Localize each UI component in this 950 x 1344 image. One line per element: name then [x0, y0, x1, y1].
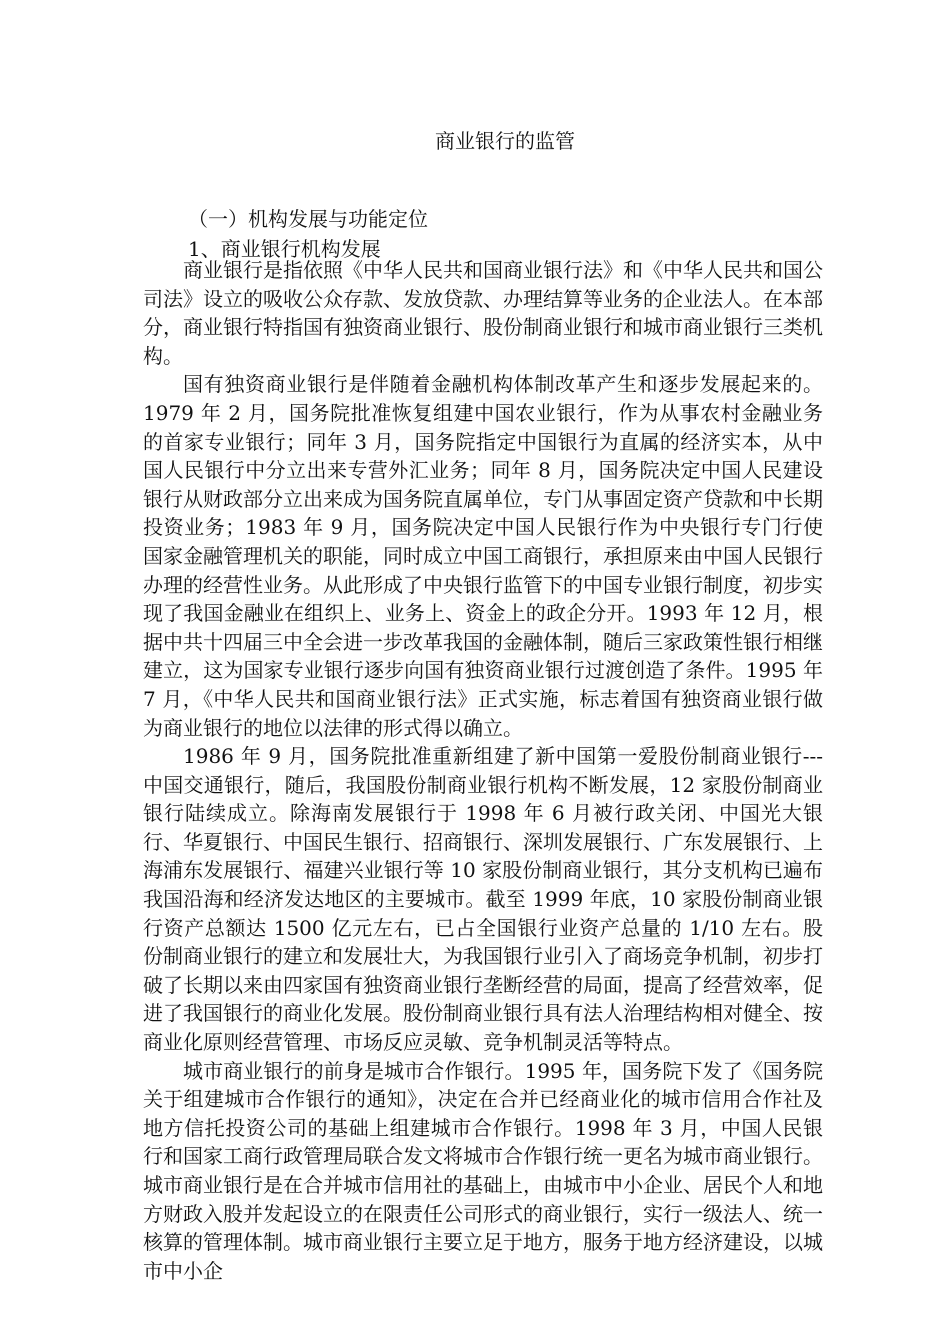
- paragraph: 商业银行是指依照《中华人民共和国商业银行法》和《中华人民共和国公司法》设立的吸收公众存款、发放贷款、办理结算等业务的企业法人。在本部分，商业银行特指国有独资商业银行、股份制商业银行和城市商业银行三类机构。: [143, 258, 823, 368]
- document-title: 商业银行的监管: [435, 129, 575, 153]
- paragraph: 城市商业银行的前身是城市合作银行。1995 年，国务院下发了《国务院关于组建城市合作银行的通知》，决定在合并已经商业化的城市信用合作社及地方信托投资公司的基础上组建城市合作银行。1998 年 3 月，中国人民银行和国家工商行政管理局联合发文将城市合作银行统一更名为城市商业银行。城市商业银行是在合并城市信用社的基础上，由城市中小企业、居民个人和地方财政入股并发起设立的在限责任公司形式的商业银行，实行一级法人、统一核算的管理体制。城市商业银行主要立足于地方，服务于地方经济建设，以城市中小企: [143, 1058, 823, 1283]
- document-body: [143, 256, 823, 1285]
- subsection-heading: 1、商业银行机构发展: [188, 237, 381, 261]
- paragraph: 国有独资商业银行是伴随着金融机构体制改革产生和逐步发展起来的。1979 年 2 月，国务院批准恢复组建中国农业银行，作为从事农村金融业务的首家专业银行；同年 3 月，国务院指定中国银行为直属的经济实本，从中国人民银行中分立出来专营外汇业务；同年 8 月，国务院决定中国人民建设银行从财政部分立出来成为国务院直属单位，专门从事固定资产贷款和中长期投资业务；1983 年 9 月，国务院决定中国人民银行作为中央银行专门行使国家金融管理机关的职能，同时成立中国工商银行，承担原来由中国人民银行办理的经营性业务。从此形成了中央银行监管下的中国专业银行制度，初步实现了我国金融业在组织上、业务上、资金上的政企分开。1993 年 12 月，根据中共十四届三中全会进一步改革我国的金融体制，随后三家政策性银行相继建立，这为国家专业银行逐步向国有独资商业银行过渡创造了条件。1995 年 7 月，《中华人民共和国商业银行法》正式实施，标志着国有独资商业银行做为商业银行的地位以法律的形式得以确立。: [143, 372, 823, 740]
- section-heading: （一）机构发展与功能定位: [188, 207, 428, 231]
- paragraph: 1986 年 9 月，国务院批准重新组建了新中国第一爱股份制商业银行---中国交通银行，随后，我国股份制商业银行机构不断发展，12 家股份制商业银行陆续成立。除海南发展银行于 1998 年 6 月被行政关闭、中国光大银行、华夏银行、中国民生银行、招商银行、深圳发展银行、广东发展银行、上海浦东发展银行、福建兴业银行等 10 家股份制商业银行，其分支机构已遍布我国沿海和经济发达地区的主要城市。截至 1999 年底，10 家股份制商业银行资产总额达 1500 亿元左右，已占全国银行业资产总量的 1/10 左右。股份制商业银行的建立和发展壮大，为我国银行业引入了商场竞争机制，初步打破了长期以来由四家国有独资商业银行垄断经营的局面，提高了经营效率，促进了我国银行的商业化发展。股份制商业银行具有法人治理结构相对健全、按商业化原则经营管理、市场反应灵敏、竞争机制灵活等特点。: [143, 744, 823, 1055]
